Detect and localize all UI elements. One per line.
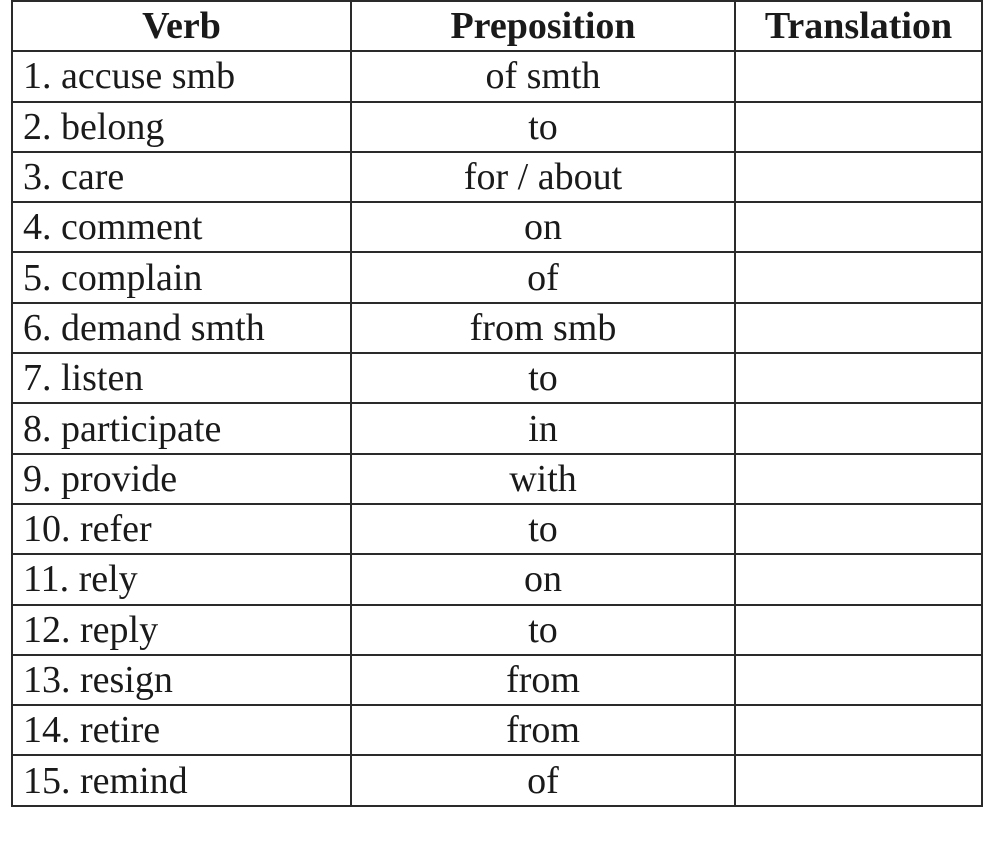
translation-cell[interactable] [735,202,982,252]
table-row [12,102,982,152]
table-row [12,152,982,202]
table-row [12,252,982,302]
table-row [12,202,982,252]
verb-cell: 1. accuse smb [12,51,351,101]
preposition-cell: of [351,755,735,805]
table-row [12,554,982,604]
verb-cell: 12. reply [12,605,351,655]
table-row [12,705,982,755]
table-row [12,51,982,101]
verb-cell: 2. belong [12,102,351,152]
preposition-cell: of smth [351,51,735,101]
verb-cell: 14. retire [12,705,351,755]
preposition-cell: on [351,554,735,604]
preposition-cell: for / about [351,152,735,202]
translation-cell[interactable] [735,755,982,805]
translation-cell[interactable] [735,252,982,302]
verb-cell: 15. remind [12,755,351,805]
translation-cell[interactable] [735,504,982,554]
translation-cell[interactable] [735,51,982,101]
translation-cell[interactable] [735,102,982,152]
preposition-cell: with [351,454,735,504]
translation-cell[interactable] [735,605,982,655]
table-row [12,454,982,504]
preposition-cell: to [351,102,735,152]
translation-cell[interactable] [735,152,982,202]
preposition-cell: to [351,504,735,554]
table-row [12,403,982,453]
translation-cell[interactable] [735,554,982,604]
verb-cell: 10. refer [12,504,351,554]
translation-cell[interactable] [735,705,982,755]
table-row [12,303,982,353]
preposition-cell: to [351,605,735,655]
verb-cell: 5. complain [12,252,351,302]
preposition-cell: from smb [351,303,735,353]
preposition-cell: from [351,655,735,705]
translation-cell[interactable] [735,353,982,403]
preposition-cell: from [351,705,735,755]
verb-cell: 11. rely [12,554,351,604]
verb-cell: 7. listen [12,353,351,403]
verb-cell: 9. provide [12,454,351,504]
verb-cell: 4. comment [12,202,351,252]
table-row [12,655,982,705]
verb-cell: 13. resign [12,655,351,705]
preposition-cell: of [351,252,735,302]
verb-cell: 3. care [12,152,351,202]
table-row [12,605,982,655]
translation-cell[interactable] [735,454,982,504]
table-row [12,504,982,554]
header-row [12,1,982,51]
header-translation: Translation [735,1,982,51]
preposition-cell: to [351,353,735,403]
table-row [12,755,982,805]
translation-cell[interactable] [735,403,982,453]
header-verb: Verb [12,1,351,51]
translation-cell[interactable] [735,303,982,353]
preposition-cell: on [351,202,735,252]
verb-cell: 8. participate [12,403,351,453]
header-preposition: Preposition [351,1,735,51]
table-row [12,353,982,403]
verb-cell: 6. demand smth [12,303,351,353]
preposition-cell: in [351,403,735,453]
translation-cell[interactable] [735,655,982,705]
verb-preposition-table [11,0,983,807]
